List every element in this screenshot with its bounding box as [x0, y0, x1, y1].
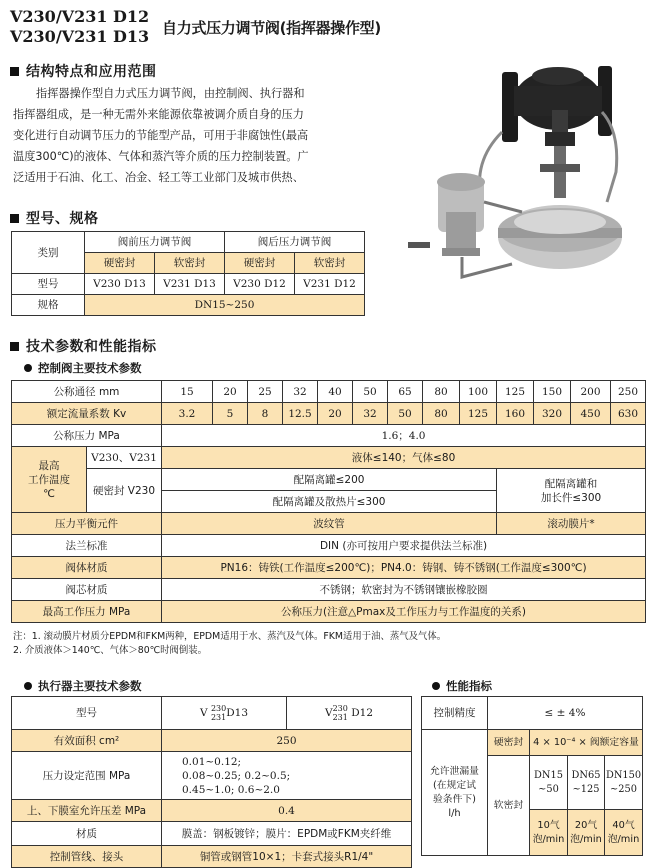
paragraph-line-3: 变化进行自动调节压力的节能型产品，可用于非腐蚀性(最高 [13, 129, 309, 142]
square-bullet-icon [10, 67, 19, 76]
temp-row1-value: 液体≤140；气体≤80 [162, 447, 646, 469]
temp-row2-b: 配隔离罐及散热片≤300 [162, 491, 497, 513]
material-label: 材质 [12, 822, 162, 846]
leakage-label [422, 730, 488, 856]
section-heading-text: 结构特点和应用范围 [26, 64, 157, 80]
temp-row2-a: 配隔离罐≤200 [162, 469, 497, 491]
body-material-value: PN16：铸铁(工作温度≤200℃)；PN4.0：铸钢、铸不锈钢(工作温度≤300℃) [162, 557, 646, 579]
model-cell: V231 D13 [155, 274, 225, 295]
accuracy-value: ≤ ± 4% [488, 697, 643, 730]
subheading-actuator [24, 678, 142, 694]
accuracy-label: 控制精度 [422, 697, 488, 730]
kv-cell: 125 [460, 403, 497, 425]
paragraph-line-4: 温度300℃)的液体、气体和蒸汽等介质的压力控制装置。广 [13, 150, 309, 163]
max-pressure-value: 公称压力(注意△Pmax及工作压力与工作温度的关系) [162, 601, 646, 623]
bubble-rate-cell [568, 810, 605, 856]
model-cell: V231 D12 [295, 274, 365, 295]
model-prefix: V [200, 707, 208, 719]
subheading-control-valve [24, 360, 142, 376]
square-bullet-icon [10, 342, 19, 351]
dn-cell: 50 [353, 381, 388, 403]
dn-cell: 100 [460, 381, 497, 403]
hard-seal-label: 硬密封 [488, 730, 530, 756]
area-label: 有效面积 cm² [12, 730, 162, 752]
dn-cell: 200 [571, 381, 611, 403]
range-line: 0.08~0.25; 0.2~0.5; [182, 769, 291, 782]
leakage-label-line: 验条件下) [432, 793, 476, 805]
control-valve-params-table [11, 380, 646, 623]
bubble-rate-cell [530, 810, 568, 856]
model-prefix: V [325, 707, 333, 719]
kv-label: 额定流量系数 Kv [12, 403, 162, 425]
range-value [162, 752, 412, 800]
square-bullet-icon [10, 214, 19, 223]
core-material-value: 不锈钢；软密封为不锈钢镶嵌橡胶圈 [162, 579, 646, 601]
kv-cell: 450 [571, 403, 611, 425]
model-sup: 230 [210, 704, 227, 713]
model-sub: 231 [332, 713, 348, 722]
model-suffix: D13 [226, 707, 248, 719]
dot-bullet-icon [432, 682, 440, 690]
model-cell: V230 D12 [225, 274, 295, 295]
dn-label: 公称通径 mm [12, 381, 162, 403]
model-label: 型号 [12, 274, 85, 295]
dn-cell: 125 [497, 381, 534, 403]
temp-row1-label: V230、V231 [87, 447, 162, 469]
note-1: 注：1. 滚动膜片材质分EPDM和FKM两种，EPDM适用于水、蒸汽及气体。FKM适用于油、蒸气及气体。 [13, 631, 447, 642]
temp-label-line: 工作温度 [28, 473, 70, 486]
dn-cell: 40 [318, 381, 353, 403]
temp-label-line: ℃ [43, 487, 55, 500]
dn-cell: 80 [423, 381, 460, 403]
model-suffix: D12 [351, 707, 373, 719]
pn-label: 公称压力 MPa [12, 425, 162, 447]
note-2: 2. 介质液体＞140℃、气体＞80℃时阀倒装。 [13, 645, 208, 656]
subheading-text: 性能指标 [446, 679, 492, 693]
model-cell: V230 D13 [85, 274, 155, 295]
range-label: 压力设定范围 MPa [12, 752, 162, 800]
dn-range-line: DN150 [606, 769, 642, 781]
dn-cell: 32 [283, 381, 318, 403]
balance-a: 波纹管 [162, 513, 497, 535]
dn-range-line: ~125 [572, 783, 600, 795]
kv-cell: 630 [611, 403, 646, 425]
paragraph-line-1: 指挥器操作型自力式压力调节阀，由控制阀、执行器和 [36, 87, 305, 100]
kv-cell: 80 [423, 403, 460, 425]
dot-bullet-icon [24, 682, 32, 690]
dn-cell: 250 [611, 381, 646, 403]
kv-cell: 50 [388, 403, 423, 425]
bubble-rate-cell [605, 810, 643, 856]
section-heading-text: 技术参数和性能指标 [26, 339, 157, 355]
dn-range-line: DN65 [571, 769, 601, 781]
dn-cell: 150 [534, 381, 571, 403]
balance-b: 滚动膜片* [497, 513, 646, 535]
performance-table [421, 696, 643, 856]
hard-seal-value: 4 × 10⁻⁴ × 阀额定容量 [530, 730, 643, 756]
paragraph-line-5: 泛适用于石油、化工、冶金、轻工等工业部门及城市供热、 [13, 171, 304, 184]
subheading-performance [432, 678, 492, 694]
dn-range-cell [530, 756, 568, 810]
max-pressure-label: 最高工作压力 MPa [12, 601, 162, 623]
dn-range-line: ~250 [610, 783, 637, 795]
kv-cell: 320 [534, 403, 571, 425]
model-sub: 231 [210, 713, 227, 722]
model-sup: 230 [332, 704, 348, 713]
kv-cell: 5 [213, 403, 248, 425]
dn-range-line: ~50 [538, 783, 559, 795]
temp-row2-label: 硬密封 V230 [87, 469, 162, 513]
model-spec-table [11, 231, 365, 316]
diff-label: 上、下膜室允许压差 MPa [12, 800, 162, 822]
actuator-model-a [162, 697, 287, 730]
temp-label-line: 最高 [38, 459, 60, 472]
actuator-params-table [11, 696, 412, 868]
temp-row2-c [497, 469, 646, 513]
spec-value: DN15~250 [85, 295, 365, 316]
kv-cell: 3.2 [162, 403, 213, 425]
bubble-rate-line: 20气 [574, 819, 598, 831]
dn-range-cell [568, 756, 605, 810]
core-material-label: 阀芯材质 [12, 579, 162, 601]
section-heading-tech [10, 336, 157, 356]
section-heading-text: 型号、规格 [26, 211, 99, 227]
kv-cell: 8 [248, 403, 283, 425]
leakage-label-line: 允许泄漏量 [430, 765, 479, 777]
dn-range-cell [605, 756, 643, 810]
dn-cell: 65 [388, 381, 423, 403]
dn-range-line: DN15 [534, 769, 563, 781]
model-suffix-stack [211, 704, 226, 722]
pipe-value: 铜管或钢管10×1；卡套式接头R1/4" [162, 846, 412, 868]
spec-label: 规格 [12, 295, 85, 316]
pre-pressure-header: 阀前压力调节阀 [85, 232, 225, 253]
bubble-rate-line: 泡/min [532, 833, 565, 845]
model-suffix-stack [333, 704, 348, 722]
bubble-rate-line: 10气 [537, 819, 560, 831]
diff-value: 0.4 [162, 800, 412, 822]
leakage-label-line: (在规定试 [432, 779, 476, 791]
dot-bullet-icon [24, 364, 32, 372]
temp-row2-c-line: 配隔离罐和 [544, 477, 598, 490]
pn-value: 1.6；4.0 [162, 425, 646, 447]
temp-row2-c-line: 加长件≤300 [540, 491, 602, 504]
section-heading-model [10, 208, 99, 228]
range-line: 0.45~1.0; 0.6~2.0 [182, 783, 280, 796]
paragraph-line-2: 指挥器组成，是一种无需外来能源依靠被调介质自身的压力 [13, 108, 304, 121]
post-pressure-header: 阀后压力调节阀 [225, 232, 365, 253]
soft-seal-label: 软密封 [488, 756, 530, 856]
model-line-1: V230/V231 D12 [10, 7, 150, 26]
temp-label [12, 447, 87, 513]
flange-label: 法兰标准 [12, 535, 162, 557]
seal-type-cell: 软密封 [155, 253, 225, 274]
body-material-label: 阀体材质 [12, 557, 162, 579]
actuator-model-b [287, 697, 412, 730]
range-line: 0.01~0.12; [182, 755, 242, 768]
area-value: 250 [162, 730, 412, 752]
dn-cell: 20 [213, 381, 248, 403]
kv-cell: 160 [497, 403, 534, 425]
bubble-rate-line: 泡/min [570, 833, 602, 845]
bubble-rate-line: 泡/min [607, 833, 640, 845]
subheading-text: 执行器主要技术参数 [38, 679, 142, 693]
leakage-label-line: l/h [448, 807, 461, 819]
page-title: 自力式压力调节阀(指挥器操作型) [162, 19, 381, 37]
material-value: 膜盖：钢板镀锌；膜片：EPDM或FKM夹纤维 [162, 822, 412, 846]
dn-cell: 15 [162, 381, 213, 403]
pipe-label: 控制管线、接头 [12, 846, 162, 868]
dn-cell: 25 [248, 381, 283, 403]
seal-type-cell: 硬密封 [85, 253, 155, 274]
subheading-text: 控制阀主要技术参数 [38, 361, 142, 375]
balance-label: 压力平衡元件 [12, 513, 162, 535]
section-heading-structure [10, 61, 157, 81]
seal-type-cell: 硬密封 [225, 253, 295, 274]
actuator-model-label: 型号 [12, 697, 162, 730]
bubble-rate-line: 40气 [612, 819, 635, 831]
seal-type-cell: 软密封 [295, 253, 365, 274]
valve-product-image [402, 52, 642, 290]
kv-cell: 32 [353, 403, 388, 425]
flange-value: DIN (亦可按用户要求提供法兰标准) [162, 535, 646, 557]
kv-cell: 12.5 [283, 403, 318, 425]
category-header: 类别 [12, 232, 85, 274]
kv-cell: 20 [318, 403, 353, 425]
model-line-2: V230/V231 D13 [10, 27, 150, 46]
